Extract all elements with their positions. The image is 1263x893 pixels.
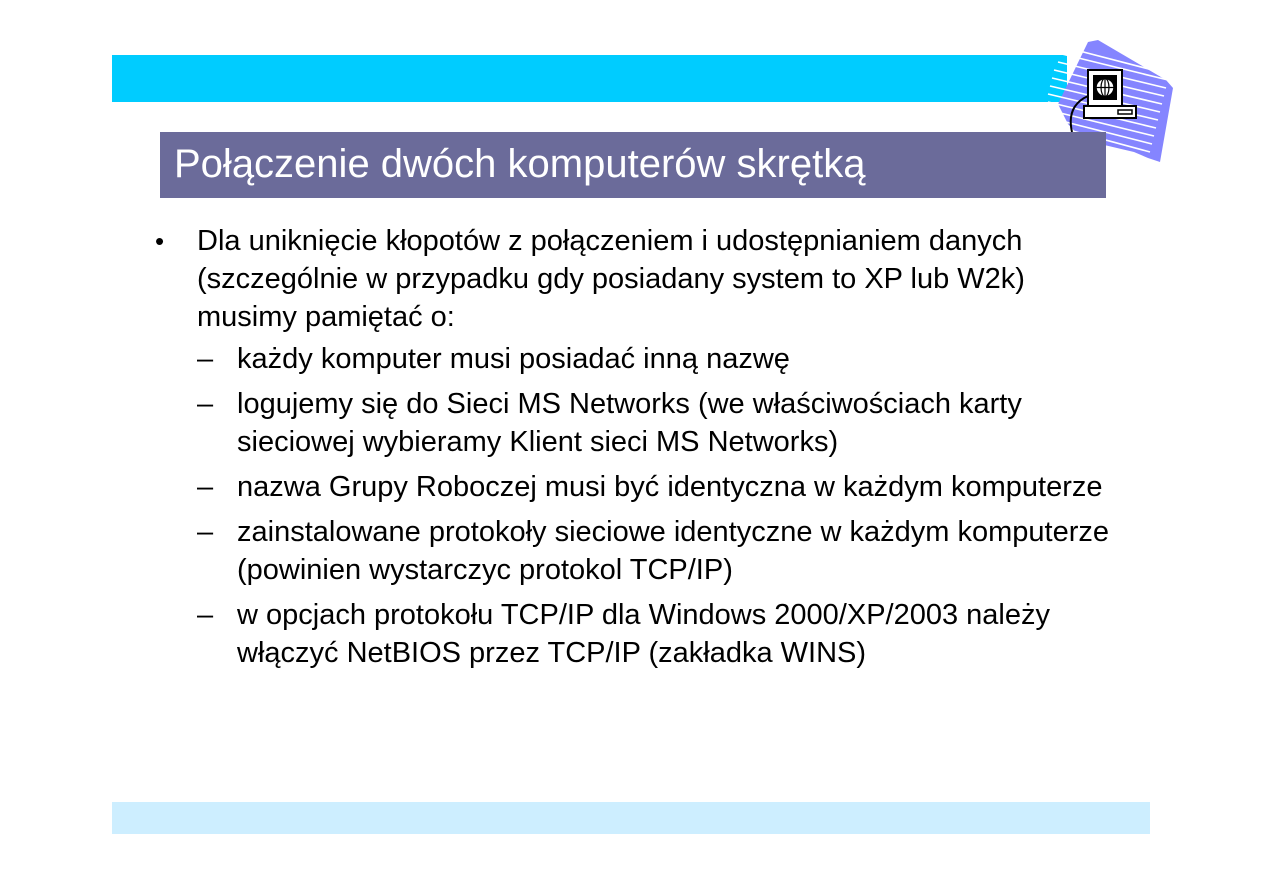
list-item bbox=[197, 340, 1115, 378]
dash-marker: – bbox=[197, 388, 214, 420]
list-item-text: każdy komputer musi posiadać inną nazwę bbox=[237, 343, 790, 375]
sub-list bbox=[155, 340, 1115, 672]
bottom-accent-band bbox=[112, 802, 1150, 834]
main-bullet-text: Dla uniknięcie kłopotów z połączeniem i udostępnianiem danych (szczególnie w przypadku gdy posiadany system to XP lub W2k) musimy pamiętać o: bbox=[197, 225, 1025, 333]
list-item bbox=[197, 513, 1115, 589]
dash-marker: – bbox=[197, 471, 214, 503]
title-bar bbox=[160, 132, 1106, 198]
list-item-text: logujemy się do Sieci MS Networks (we właściwościach karty sieciowej wybieramy Klient sieci MS Networks) bbox=[237, 388, 1022, 458]
dash-marker: – bbox=[197, 343, 214, 375]
bullet-marker: • bbox=[155, 226, 165, 256]
list-item bbox=[197, 385, 1115, 461]
list-item-text: zainstalowane protokoły sieciowe identyczne w każdym komputerze (powinien wystarczyc protokol TCP/IP) bbox=[237, 516, 1110, 586]
top-accent-band bbox=[112, 55, 1067, 102]
list-item-text: w opcjach protokołu TCP/IP dla Windows 2000/XP/2003 należy włączyć NetBIOS przez TCP/IP (zakładka WINS) bbox=[237, 599, 1051, 669]
list-item-text: nazwa Grupy Roboczej musi być identyczna w każdym komputerze bbox=[237, 471, 1103, 503]
list-item bbox=[197, 596, 1115, 672]
slide-content bbox=[155, 222, 1115, 679]
dash-marker: – bbox=[197, 599, 214, 631]
dash-marker: – bbox=[197, 516, 214, 548]
main-bullet bbox=[155, 222, 1115, 336]
slide-title: Połączenie dwóch komputerów skrętką bbox=[174, 142, 866, 186]
list-item bbox=[197, 468, 1115, 506]
